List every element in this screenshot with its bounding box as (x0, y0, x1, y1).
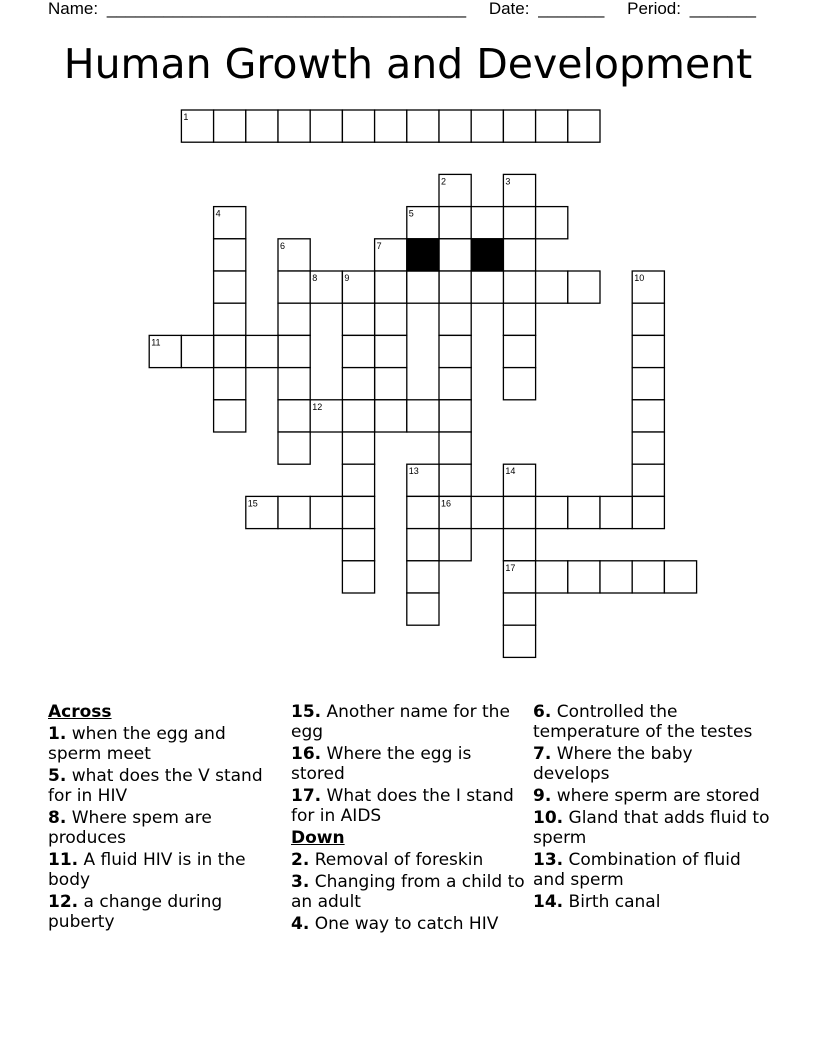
grid-cell[interactable] (407, 593, 439, 625)
clue-num: 15. (291, 702, 322, 722)
clues-column-3 (533, 702, 773, 914)
grid-cell[interactable] (342, 368, 374, 400)
grid-cell[interactable] (439, 207, 471, 239)
clue-text: Birth canal (563, 892, 661, 912)
black-cell (471, 239, 503, 271)
grid-cell[interactable] (342, 496, 374, 528)
clue-item (533, 786, 773, 806)
clue-item (291, 786, 527, 826)
grid-cell[interactable] (214, 400, 246, 432)
clue-text: Where the baby develops (533, 744, 693, 784)
clue-num: 16. (291, 744, 322, 764)
grid-cell[interactable] (536, 496, 568, 528)
down-heading: Down (291, 828, 345, 848)
grid-cell[interactable] (503, 110, 535, 142)
grid-cell[interactable] (439, 303, 471, 335)
clue-text: a change during puberty (48, 892, 223, 932)
clue-num: 3. (291, 872, 310, 892)
clue-number: 3 (505, 176, 511, 187)
grid-cell[interactable] (342, 561, 374, 593)
clue-item (48, 892, 284, 932)
grid-cell[interactable] (375, 400, 407, 432)
grid-cell[interactable] (632, 561, 664, 593)
grid-cell[interactable] (342, 529, 374, 561)
clue-number: 14 (505, 466, 516, 477)
grid-cell[interactable] (439, 335, 471, 367)
clue-num: 17. (291, 786, 322, 806)
grid-cell[interactable] (375, 335, 407, 367)
clue-text: Where the egg is stored (291, 744, 472, 784)
grid-cell[interactable] (278, 271, 310, 303)
clue-num: 2. (291, 850, 310, 870)
clues-column-1 (48, 702, 284, 934)
clue-number: 4 (215, 208, 221, 219)
grid-cell[interactable] (632, 335, 664, 367)
grid-cell[interactable] (278, 110, 310, 142)
grid-cell[interactable] (600, 561, 632, 593)
clue-num: 14. (533, 892, 564, 912)
clue-number: 5 (408, 208, 414, 219)
grid-cell[interactable] (568, 271, 600, 303)
grid-cell[interactable] (439, 368, 471, 400)
grid-cell[interactable] (214, 303, 246, 335)
clue-text: Another name for the egg (291, 702, 510, 742)
grid-cell[interactable] (632, 496, 664, 528)
clue-text: Where spem are produces (48, 808, 212, 848)
across-clue-list-a (48, 724, 284, 932)
grid-cell[interactable] (471, 496, 503, 528)
clue-text: Changing from a child to an adult (291, 872, 525, 912)
grid-cell[interactable] (536, 271, 568, 303)
clue-num: 12. (48, 892, 79, 912)
grid-cell[interactable] (407, 400, 439, 432)
grid-cell[interactable] (439, 464, 471, 496)
grid-cell[interactable] (471, 207, 503, 239)
grid-cell[interactable] (278, 335, 310, 367)
clue-item (48, 766, 284, 806)
grid-cell[interactable] (439, 529, 471, 561)
clue-number: 11 (151, 337, 161, 348)
clue-num: 4. (291, 914, 310, 934)
grid-cell[interactable] (600, 496, 632, 528)
clue-number: 9 (344, 273, 350, 283)
grid-cell[interactable] (632, 303, 664, 335)
down-clue-list-a (291, 850, 527, 934)
clue-number: 2 (441, 176, 447, 187)
clue-text: What does the I stand for in AIDS (291, 786, 514, 826)
clue-item (291, 872, 527, 912)
clue-item (291, 850, 527, 870)
clue-number: 1 (183, 112, 189, 122)
grid-cell[interactable] (503, 593, 535, 625)
grid-cell[interactable] (439, 432, 471, 464)
grid-cell[interactable] (310, 496, 342, 528)
grid-cell[interactable] (503, 207, 535, 239)
grid-cell[interactable] (439, 239, 471, 271)
clues-column-2 (291, 702, 527, 936)
grid-cell[interactable] (278, 368, 310, 400)
clue-text: One way to catch HIV (309, 914, 499, 934)
grid-cell[interactable] (536, 561, 568, 593)
clue-item (48, 850, 284, 890)
grid-cell[interactable] (278, 496, 310, 528)
grid-cell[interactable] (568, 561, 600, 593)
grid-cell[interactable] (375, 110, 407, 142)
clue-item (533, 702, 773, 742)
grid-cell[interactable] (214, 239, 246, 271)
grid-cell[interactable] (503, 496, 535, 528)
grid-cell[interactable] (503, 303, 535, 335)
grid-cell[interactable] (278, 432, 310, 464)
grid-cell[interactable] (246, 335, 278, 367)
clue-text: Controlled the temperature of the testes (533, 702, 753, 742)
clue-num: 5. (48, 766, 67, 786)
grid-cell[interactable] (310, 110, 342, 142)
clue-item (533, 744, 773, 784)
grid-cell[interactable] (407, 529, 439, 561)
clue-number: 13 (408, 466, 419, 477)
clue-num: 10. (533, 808, 564, 828)
clue-num: 1. (48, 724, 67, 744)
grid-cell[interactable] (407, 561, 439, 593)
grid-cell[interactable] (503, 239, 535, 271)
period-label: Period: (627, 0, 681, 18)
clue-number: 8 (312, 273, 318, 283)
grid-cell[interactable] (214, 335, 246, 367)
grid-cell[interactable] (503, 368, 535, 400)
name-field[interactable]: ______________________________________ (106, 0, 467, 18)
clue-text: A fluid HIV is in the body (48, 850, 246, 890)
grid-cell[interactable] (439, 110, 471, 142)
grid-cell[interactable] (246, 110, 278, 142)
clue-item (533, 892, 773, 912)
grid-cell[interactable] (407, 271, 439, 303)
clue-num: 9. (533, 786, 552, 806)
down-clue-list-b (533, 702, 773, 912)
grid-cell[interactable] (664, 561, 696, 593)
grid-cell[interactable] (536, 207, 568, 239)
clue-num: 6. (533, 702, 552, 722)
grid-cell[interactable] (342, 335, 374, 367)
clue-number: 6 (280, 240, 286, 251)
grid-cell[interactable] (503, 335, 535, 367)
clue-text: Combination of fluid and sperm (533, 850, 741, 890)
grid-cell[interactable] (214, 368, 246, 400)
grid-cell[interactable] (214, 271, 246, 303)
clue-item (291, 914, 527, 934)
clue-num: 8. (48, 808, 67, 828)
grid-cell[interactable] (439, 271, 471, 303)
grid-cell[interactable] (503, 271, 535, 303)
grid-cell[interactable] (568, 496, 600, 528)
grid-cell[interactable] (503, 529, 535, 561)
clue-item (533, 808, 773, 848)
clue-item (291, 702, 527, 742)
grid-cell[interactable] (439, 400, 471, 432)
grid-cell[interactable] (214, 110, 246, 142)
grid-cell[interactable] (342, 400, 374, 432)
clue-num: 11. (48, 850, 79, 870)
clue-text: Removal of foreskin (309, 850, 484, 870)
clue-item (291, 744, 527, 784)
clue-item (533, 850, 773, 890)
grid-cell[interactable] (375, 303, 407, 335)
black-cell (407, 239, 439, 271)
page-title: Human Growth and Development (63, 40, 753, 88)
date-field[interactable]: _______ (538, 0, 605, 18)
grid-cell[interactable] (342, 110, 374, 142)
clue-text: Gland that adds fluid to sperm (533, 808, 770, 848)
grid-cell[interactable] (568, 110, 600, 142)
clue-num: 13. (533, 850, 564, 870)
across-heading: Across (48, 702, 112, 722)
date-label: Date: (488, 0, 530, 18)
clue-number: 16 (441, 498, 452, 509)
grid-cell[interactable] (536, 110, 568, 142)
grid-cell[interactable] (407, 496, 439, 528)
clue-item (48, 808, 284, 848)
grid-cell[interactable] (503, 625, 535, 657)
clue-text: when the egg and sperm meet (48, 724, 226, 764)
grid-cell[interactable] (375, 368, 407, 400)
across-clue-list-b (291, 702, 527, 826)
grid-cell[interactable] (632, 400, 664, 432)
grid-cell[interactable] (632, 432, 664, 464)
clue-number: 10 (634, 273, 645, 283)
grid-cell[interactable] (278, 303, 310, 335)
clue-number: 7 (376, 240, 382, 251)
grid-cell[interactable] (181, 335, 213, 367)
grid-cell[interactable] (342, 303, 374, 335)
grid-cell[interactable] (471, 271, 503, 303)
clue-number: 15 (247, 498, 258, 509)
name-label: Name: (48, 0, 99, 18)
clue-num: 7. (533, 744, 552, 764)
period-field[interactable]: _______ (689, 0, 756, 18)
clue-text: what does the V stand for in HIV (48, 766, 263, 806)
clue-number: 17 (505, 562, 516, 573)
grid-cell[interactable] (375, 271, 407, 303)
grid-cell[interactable] (471, 110, 503, 142)
grid-cell[interactable] (278, 400, 310, 432)
grid-cell[interactable] (342, 464, 374, 496)
clue-text: where sperm are stored (551, 786, 760, 806)
grid-cell[interactable] (342, 432, 374, 464)
grid-cell[interactable] (632, 464, 664, 496)
clue-number: 12 (312, 401, 323, 412)
grid-cell[interactable] (407, 110, 439, 142)
clue-item (48, 724, 284, 764)
grid-cell[interactable] (632, 368, 664, 400)
